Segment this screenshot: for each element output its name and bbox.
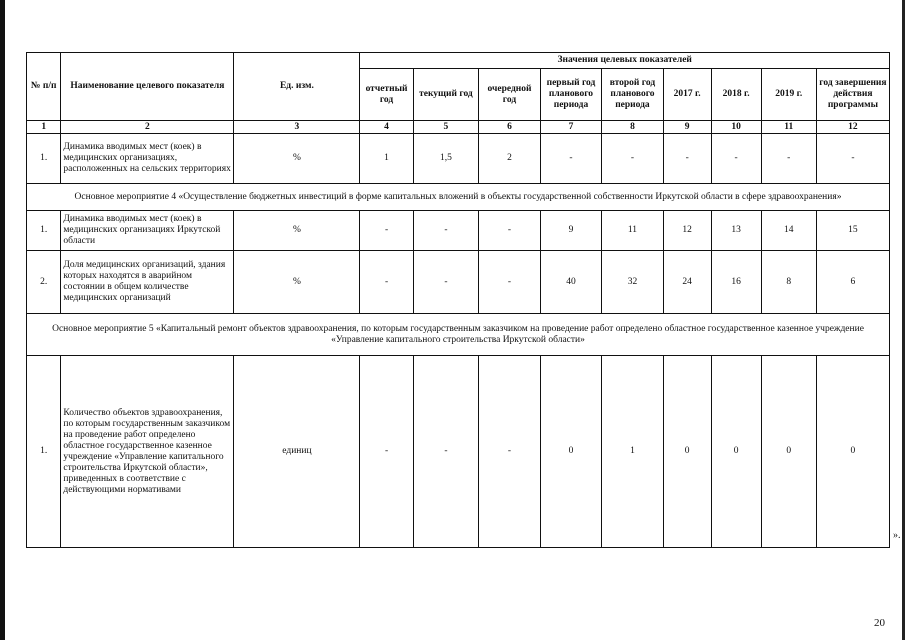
section-heading-5: Основное мероприятие 5 «Капитальный ремонт объектов здравоохранения, по которым государственным заказчиком на проведение работ определено областное государственное казенное учреждение «Управление капитального строительства Иркутской области»: [27, 314, 890, 356]
table-row: [27, 356, 890, 548]
index-cell: 1: [27, 121, 61, 134]
index-cell: 4: [360, 121, 413, 134]
value-cell: 2: [479, 134, 540, 184]
value-cell: 40: [540, 251, 601, 314]
value-cell: 0: [816, 356, 889, 548]
value-cell: -: [360, 356, 413, 548]
header-plan-year-2: второй год планового периода: [602, 69, 663, 121]
indicator-name: Динамика вводимых мест (коек) в медицинских организациях, расположенных на сельских территориях: [61, 134, 234, 184]
index-cell: 10: [711, 121, 761, 134]
value-cell: 32: [602, 251, 663, 314]
indicator-unit: единиц: [234, 356, 360, 548]
value-cell: -: [711, 134, 761, 184]
value-cell: 0: [540, 356, 601, 548]
scan-edge-left: [0, 0, 5, 640]
header-values-group: Значения целевых показателей: [360, 53, 890, 69]
page-number: 20: [874, 617, 885, 629]
value-cell: -: [479, 356, 540, 548]
value-cell: -: [413, 356, 479, 548]
index-cell: 6: [479, 121, 540, 134]
header-report-year: отчетный год: [360, 69, 413, 121]
indicator-name: Динамика вводимых мест (коек) в медицинских организациях Иркутской области: [61, 211, 234, 251]
value-cell: -: [360, 211, 413, 251]
value-cell: -: [540, 134, 601, 184]
value-cell: 0: [761, 356, 816, 548]
index-cell: 2: [61, 121, 234, 134]
value-cell: -: [663, 134, 711, 184]
value-cell: 12: [663, 211, 711, 251]
value-cell: -: [761, 134, 816, 184]
header-num: № п/п: [27, 53, 61, 121]
value-cell: -: [816, 134, 889, 184]
value-cell: 0: [711, 356, 761, 548]
header-plan-year-1: первый год планового периода: [540, 69, 601, 121]
index-cell: 9: [663, 121, 711, 134]
indicator-unit: %: [234, 134, 360, 184]
indicator-unit: %: [234, 251, 360, 314]
value-cell: 15: [816, 211, 889, 251]
table-row: [27, 251, 890, 314]
value-cell: 8: [761, 251, 816, 314]
header-2018: 2018 г.: [711, 69, 761, 121]
value-cell: -: [360, 251, 413, 314]
value-cell: -: [479, 211, 540, 251]
index-cell: 12: [816, 121, 889, 134]
value-cell: 6: [816, 251, 889, 314]
header-next-year: очередной год: [479, 69, 540, 121]
value-cell: -: [413, 211, 479, 251]
index-cell: 11: [761, 121, 816, 134]
index-cell: 5: [413, 121, 479, 134]
section-heading-4: Основное мероприятие 4 «Осуществление бюджетных инвестиций в форме капитальных вложений в объекты государственной собственности Иркутской области в сфере здравоохранения»: [27, 184, 890, 211]
header-unit: Ед. изм.: [234, 53, 360, 121]
value-cell: -: [413, 251, 479, 314]
indicator-name: Доля медицинских организаций, здания которых находятся в аварийном состоянии в общем количестве медицинских организаций: [61, 251, 234, 314]
value-cell: 1,5: [413, 134, 479, 184]
index-cell: 3: [234, 121, 360, 134]
table-row: [27, 211, 890, 251]
column-index-row: [27, 121, 890, 134]
value-cell: 11: [602, 211, 663, 251]
value-cell: -: [602, 134, 663, 184]
value-cell: 13: [711, 211, 761, 251]
header-name: Наименование целевого показателя: [61, 53, 234, 121]
table-row: [27, 134, 890, 184]
value-cell: 16: [711, 251, 761, 314]
indicator-name: Количество объектов здравоохранения, по которым государственным заказчиком на проведение работ определено областное государственное казенное учреждение «Управление капитального строительства Иркутской области», приведенных в соответствие с действующими нормативами: [61, 356, 234, 548]
value-cell: 1: [602, 356, 663, 548]
header-current-year: текущий год: [413, 69, 479, 121]
row-number: 1.: [27, 134, 61, 184]
index-cell: 7: [540, 121, 601, 134]
value-cell: 0: [663, 356, 711, 548]
section-row: [27, 314, 890, 356]
header-2019: 2019 г.: [761, 69, 816, 121]
row-number: 2.: [27, 251, 61, 314]
indicator-unit: %: [234, 211, 360, 251]
row-number: 1.: [27, 356, 61, 548]
header-2017: 2017 г.: [663, 69, 711, 121]
value-cell: 14: [761, 211, 816, 251]
header-end-year: год завершения действия программы: [816, 69, 889, 121]
value-cell: 9: [540, 211, 601, 251]
value-cell: 1: [360, 134, 413, 184]
value-cell: -: [479, 251, 540, 314]
header-row-1: [27, 53, 890, 69]
value-cell: 24: [663, 251, 711, 314]
row-number: 1.: [27, 211, 61, 251]
index-cell: 8: [602, 121, 663, 134]
closing-quote-mark: ».: [893, 530, 901, 541]
section-row: [27, 184, 890, 211]
target-indicators-table: [26, 52, 890, 548]
